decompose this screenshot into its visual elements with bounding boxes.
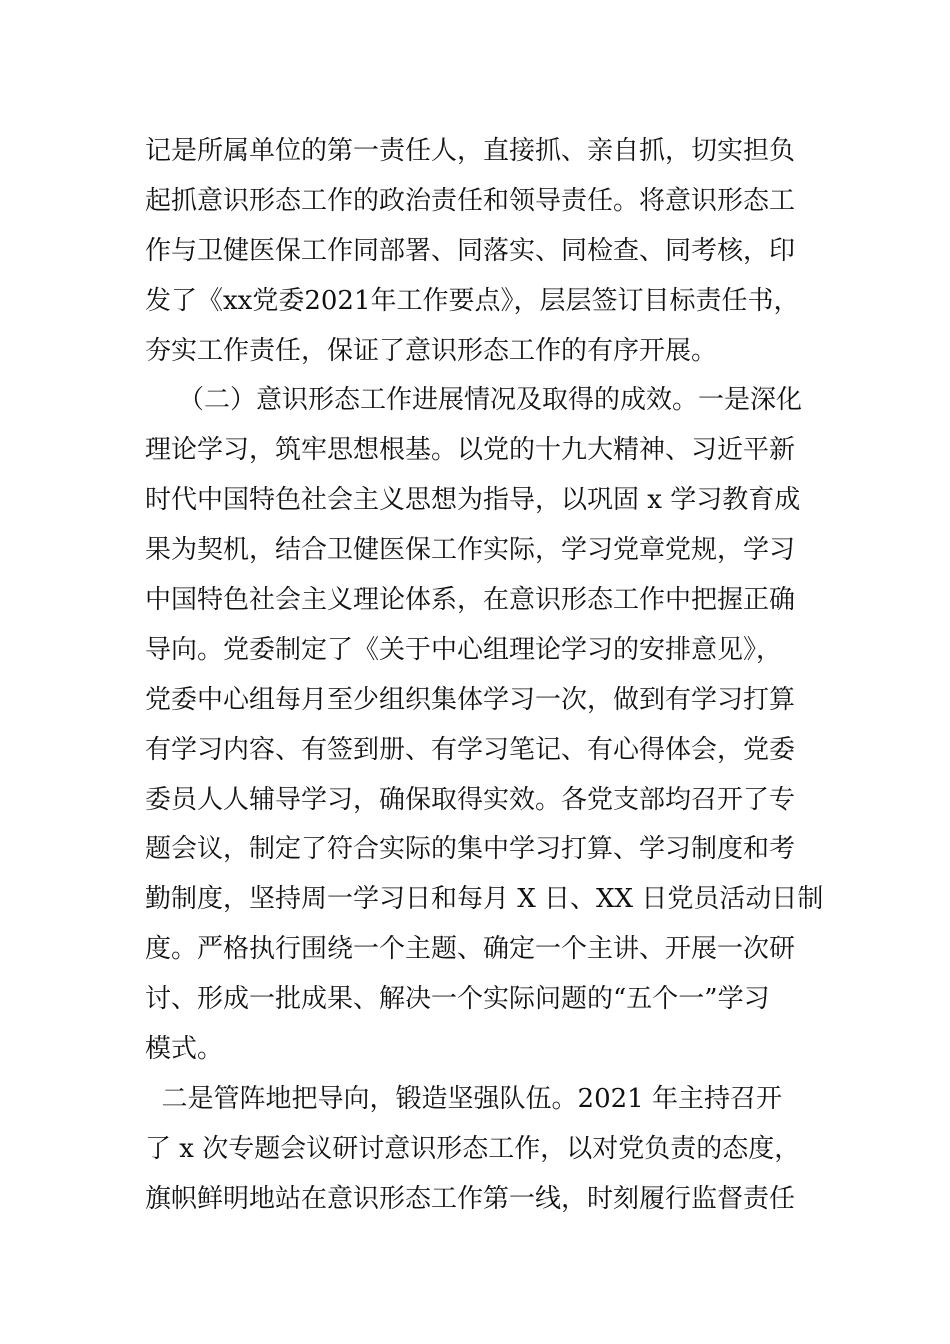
text-line: 委员人人辅导学习，确保取得实效。各党支部均召开了专 — [145, 784, 796, 815]
text-line: 勤制度，坚持周一学习日和每月 X 日、XX 日党员活动日制 — [145, 884, 824, 915]
paragraph-start-line: 二是管阵地把导向，锻造坚强队伍。2021 年主持召开 — [145, 1083, 782, 1114]
text-line: 导向。党委制定了《关于中心组理论学习的安排意见》， — [145, 634, 783, 665]
text-line: 中国特色社会主义理论体系，在意识形态工作中把握正确 — [145, 585, 796, 616]
text-line: 发了《xx党委2021年工作要点》，层层签订目标责任书， — [145, 285, 800, 316]
text-line: 党委中心组每月至少组织集体学习一次，做到有学习打算 — [145, 684, 796, 715]
text-line: 起抓意识形态工作的政治责任和领导责任。将意识形态工 — [145, 185, 796, 216]
text-line: 题会议，制定了符合实际的集中学习打算、学习制度和考 — [145, 834, 796, 865]
text-line: 讨、形成一批成果、解决一个实际问题的“五个一”学习 — [145, 984, 770, 1015]
text-line: 有学习内容、有签到册、有学习笔记、有心得体会，党委 — [145, 734, 796, 765]
text-line: 果为契机，结合卫健医保工作实际，学习党章党规，学习 — [145, 535, 796, 566]
text-line: 理论学习，筑牢思想根基。以党的十九大精神、习近平新 — [145, 435, 796, 466]
text-line: 度。严格执行围绕一个主题、确定一个主讲、开展一次研 — [145, 934, 796, 965]
text-line: 模式。 — [145, 1034, 224, 1065]
text-line: 记是所属单位的第一责任人，直接抓、亲自抓，切实担负 — [145, 136, 796, 166]
body-text — [145, 127, 825, 1225]
paragraph-start-line: （二）意识形态工作进展情况及取得的成效。一是深化 — [145, 385, 803, 416]
text-line: 了 x 次专题会议研讨意识形态工作，以对党负责的态度， — [145, 1133, 801, 1164]
text-line: 时代中国特色社会主义思想为指导，以巩固 x 学习教育成 — [145, 485, 801, 516]
text-line: 旗帜鲜明地站在意识形态工作第一线，时刻履行监督责任 — [145, 1183, 796, 1214]
text-line: 夯实工作责任，保证了意识形态工作的有序开展。 — [145, 335, 718, 366]
text-line: 作与卫健医保工作同部署、同落实、同检查、同考核，印 — [145, 235, 796, 266]
